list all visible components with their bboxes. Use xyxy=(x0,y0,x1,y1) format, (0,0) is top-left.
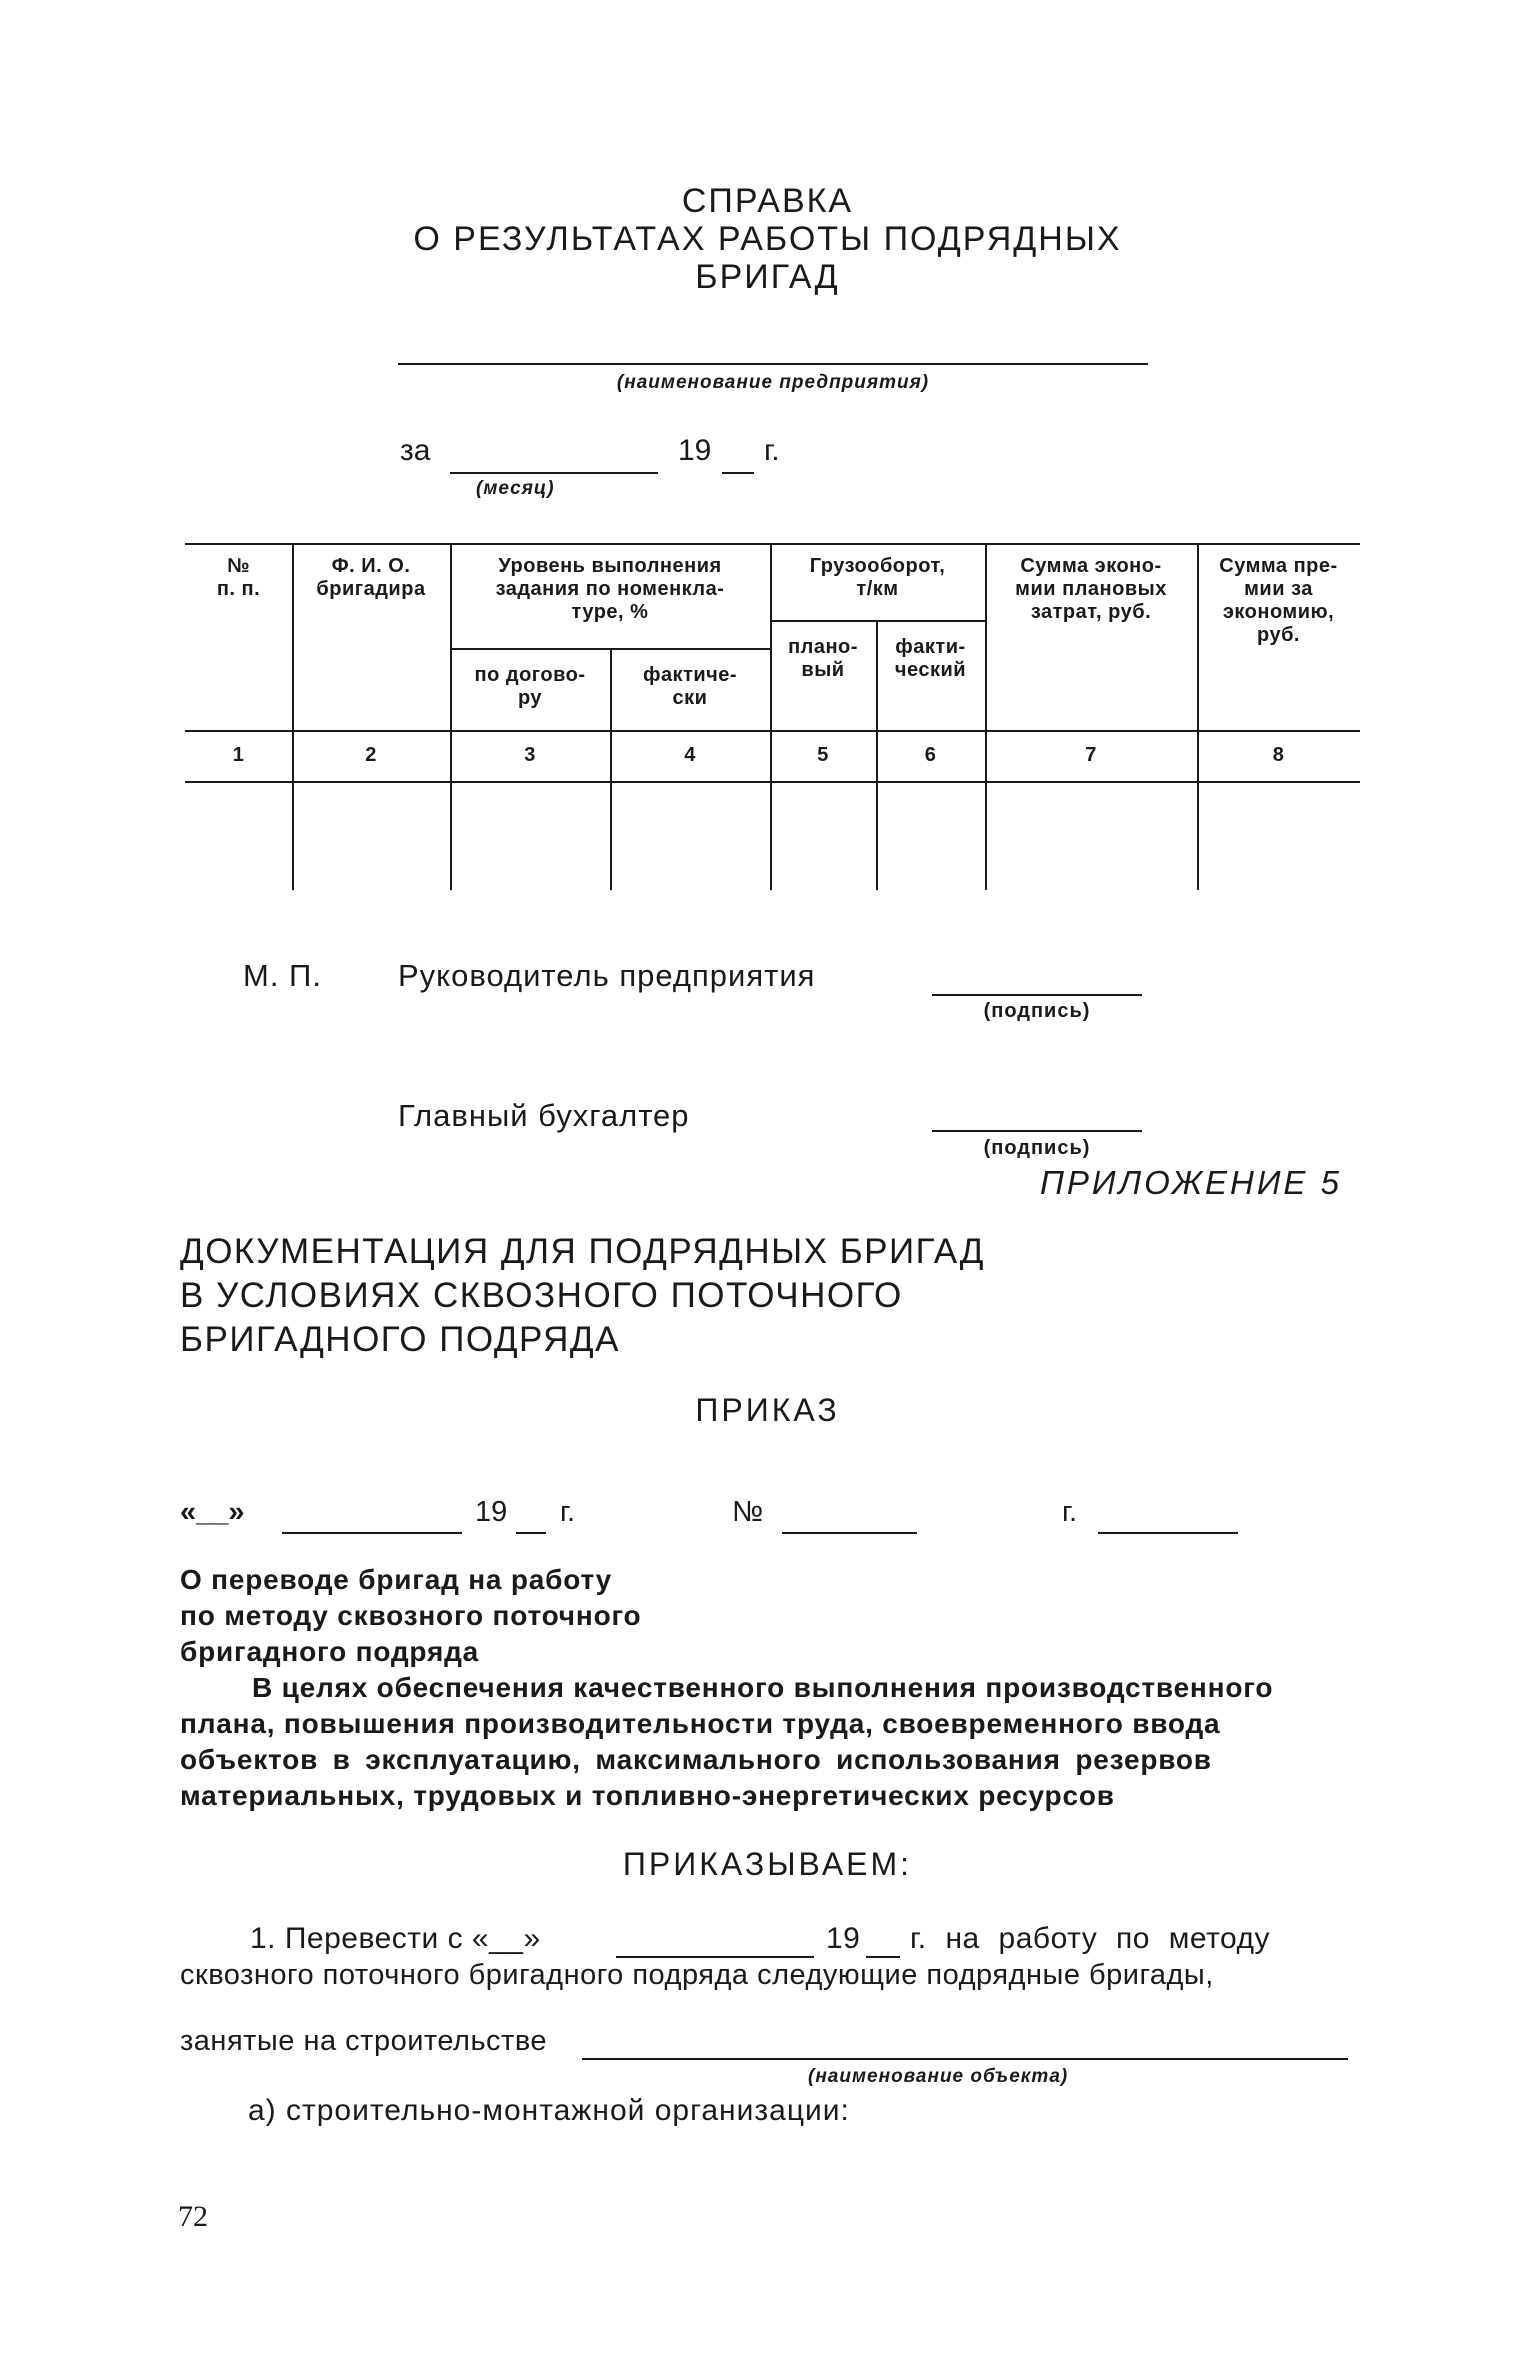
order-subject-line1: О переводе бригад на работу xyxy=(180,1564,613,1595)
order-number-line xyxy=(782,1532,917,1534)
enterprise-caption: (наименование предприятия) xyxy=(616,372,930,393)
column-number-8: 8 xyxy=(1272,744,1285,766)
stamp-label: М. П. xyxy=(243,958,322,993)
preamble-line1: В целях обеспечения качественного выполнения производственного xyxy=(252,1672,1274,1703)
appendix-heading-line2: В УСЛОВИЯХ СКВОЗНОГО ПОТОЧНОГО xyxy=(180,1276,903,1315)
header-planned: плано- вый xyxy=(788,636,858,681)
order-date-quote: «__» xyxy=(180,1496,245,1528)
column-number-6: 6 xyxy=(924,744,937,766)
director-label: Руководитель предприятия xyxy=(398,958,816,993)
header-savings: Сумма эконо- мии плановых затрат, руб. xyxy=(1015,555,1167,623)
month-line xyxy=(450,472,658,474)
column-number-3: 3 xyxy=(524,744,536,766)
appendix-heading-line1: ДОКУМЕНТАЦИЯ ДЛЯ ПОДРЯДНЫХ БРИГАД xyxy=(180,1232,985,1271)
accountant-signature-caption: (подпись) xyxy=(983,1137,1091,1159)
director-signature-line xyxy=(932,994,1142,996)
item-a: а) строительно-монтажной организации: xyxy=(248,2094,850,2127)
report-title-line2: О РЕЗУЛЬТАТАХ РАБОТЫ ПОДРЯДНЫХ xyxy=(413,220,1122,258)
header-actual: фактиче- ски xyxy=(642,664,738,709)
column-number-4: 4 xyxy=(684,744,696,766)
column-number-5: 5 xyxy=(817,744,829,766)
order-city-label: г. xyxy=(1062,1496,1078,1528)
header-plan-level: Уровень выполнения задания по номенкла- туре, % xyxy=(495,555,725,623)
order-date-month-line xyxy=(282,1532,462,1534)
table-numbers-bottom xyxy=(185,781,1360,783)
header-factual: факти- ческий xyxy=(894,636,967,681)
item1-line2: сквозного поточного бригадного подряда следующие подрядные бригады, xyxy=(180,1959,1214,1991)
header-foreman: Ф. И. О. бригадира xyxy=(316,555,426,600)
order-number-label: № xyxy=(732,1496,764,1528)
order-date-year-line xyxy=(516,1532,546,1534)
enterprise-name-line xyxy=(398,363,1148,365)
column-number-2: 2 xyxy=(365,744,377,766)
year-label: 19 xyxy=(678,434,712,467)
table-header-bottom xyxy=(185,730,1360,732)
accountant-signature-line xyxy=(932,1130,1142,1132)
appendix-label: ПРИЛОЖЕНИЕ 5 xyxy=(1040,1164,1342,1201)
header-bonus: Сумма пре- мии за экономию, руб. xyxy=(1219,555,1338,646)
header-freight-turnover: Грузооборот, т/км xyxy=(809,555,946,600)
header-by-contract: по догово- ру xyxy=(474,664,586,709)
order-city-line xyxy=(1098,1532,1238,1534)
year-suffix: г. xyxy=(764,434,780,467)
item1-year: 19 xyxy=(826,1922,861,1955)
order-date-suffix: г. xyxy=(560,1496,576,1528)
preamble-line2: плана, повышения производительности труда, своевременного ввода xyxy=(180,1708,1221,1739)
appendix-heading-line3: БРИГАДНОГО ПОДРЯДА xyxy=(180,1320,620,1359)
engaged-label: занятые на строительстве xyxy=(180,2025,548,2057)
year-line xyxy=(722,472,754,474)
order-title: ПРИКАЗ xyxy=(695,1392,840,1428)
object-name-line xyxy=(582,2058,1348,2060)
order-word: ПРИКАЗЫВАЕМ: xyxy=(622,1846,913,1882)
order-subject-line2: по методу сквозного поточного xyxy=(180,1600,642,1631)
report-title-line3: БРИГАД xyxy=(695,258,840,296)
item1-suffix: г. на работу по методу xyxy=(910,1922,1271,1955)
object-caption: (наименование объекта) xyxy=(808,2066,1069,2087)
accountant-label: Главный бухгалтер xyxy=(398,1098,690,1133)
preamble-line4: материальных, трудовых и топливно-энергетических ресурсов xyxy=(180,1780,1115,1811)
report-title-line1: СПРАВКА xyxy=(681,182,854,220)
order-subject-line3: бригадного подряда xyxy=(180,1636,480,1667)
order-date-year: 19 xyxy=(475,1496,508,1528)
preamble-line3: объектов в эксплуатацию, максимального использования резервов xyxy=(180,1744,1212,1775)
month-caption: (месяц) xyxy=(476,478,555,499)
column-number-7: 7 xyxy=(1085,744,1097,766)
column-number-1: 1 xyxy=(232,744,245,766)
header-number: № п. п. xyxy=(216,555,261,600)
table-top-border xyxy=(185,543,1360,545)
page-number: 72 xyxy=(178,2200,208,2233)
item1-prefix: 1. Перевести с «__» xyxy=(250,1922,541,1955)
director-signature-caption: (подпись) xyxy=(983,1000,1091,1022)
for-label: за xyxy=(400,434,431,467)
